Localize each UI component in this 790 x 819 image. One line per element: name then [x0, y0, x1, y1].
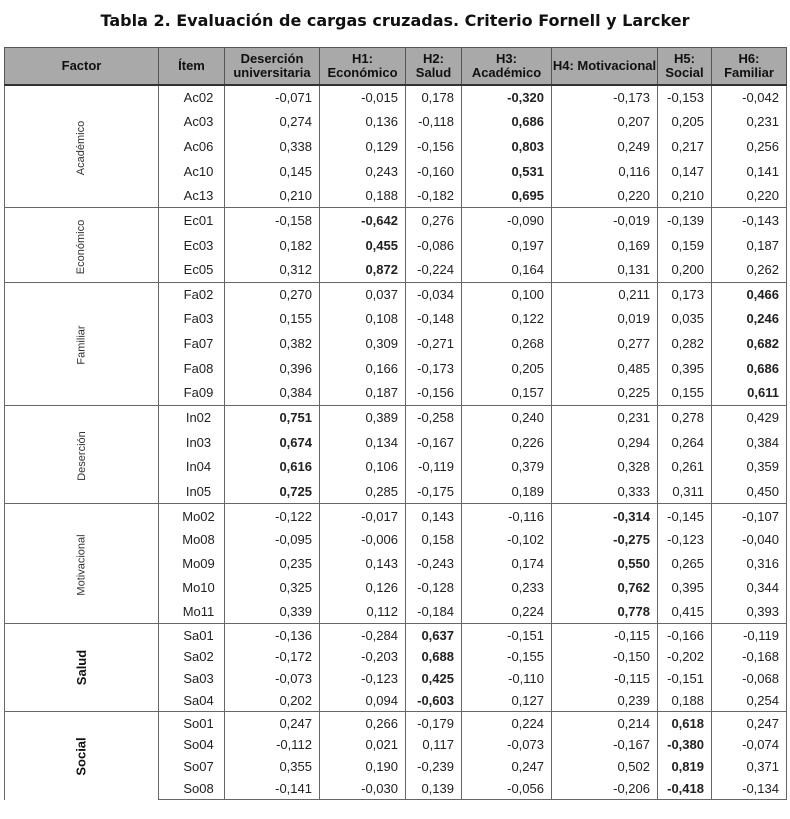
loading-cell: 0,214	[552, 712, 658, 734]
header-label: H5: Social	[665, 51, 704, 80]
loading-cell: 0,117	[406, 734, 462, 756]
header-h2	[406, 48, 462, 86]
loading-cell: 0,182	[225, 233, 320, 258]
loading-cell: 0,762	[552, 576, 658, 600]
loading-cell: -0,166	[658, 624, 712, 646]
loading-cell: -0,148	[406, 307, 462, 332]
loading-cell: 0,371	[712, 756, 787, 778]
header-h5	[658, 48, 712, 86]
table-row	[5, 712, 787, 734]
factor-group	[5, 85, 787, 208]
factor-label: Motivacional	[75, 534, 88, 596]
loading-cell: -0,182	[406, 183, 462, 208]
header-h4	[552, 48, 658, 86]
loading-cell: 0,136	[320, 110, 406, 135]
loading-cell: -0,112	[225, 734, 320, 756]
header-label: Factor	[61, 58, 102, 73]
loading-cell: -0,110	[462, 668, 552, 690]
item-cell: So01	[159, 712, 225, 734]
loading-cell: -0,202	[658, 646, 712, 668]
loading-cell: 0,262	[712, 257, 787, 282]
header-item	[159, 48, 225, 86]
loading-cell: 0,188	[320, 183, 406, 208]
loading-cell: -0,068	[712, 668, 787, 690]
loading-cell: 0,155	[225, 307, 320, 332]
loading-cell: 0,127	[462, 690, 552, 712]
loading-cell: 0,224	[462, 712, 552, 734]
loading-cell: -0,017	[320, 504, 406, 528]
loading-cell: 0,502	[552, 756, 658, 778]
item-cell: So04	[159, 734, 225, 756]
loading-cell: -0,275	[552, 528, 658, 552]
loading-cell: -0,314	[552, 504, 658, 528]
loading-cell: -0,042	[712, 85, 787, 110]
table-header	[5, 48, 787, 86]
loading-cell: 0,174	[462, 552, 552, 576]
loading-cell: 0,247	[462, 756, 552, 778]
loading-cell: -0,040	[712, 528, 787, 552]
loading-cell: -0,184	[406, 600, 462, 624]
header-label: H1: Económico	[327, 51, 398, 80]
loading-cell: 0,277	[552, 331, 658, 356]
header-h3	[462, 48, 552, 86]
loading-cell: -0,074	[712, 734, 787, 756]
loading-cell: -0,206	[552, 778, 658, 800]
loading-cell: 0,266	[320, 712, 406, 734]
loading-cell: -0,179	[406, 712, 462, 734]
loading-cell: -0,030	[320, 778, 406, 800]
item-cell: So08	[159, 778, 225, 800]
item-cell: In05	[159, 479, 225, 504]
table-row	[5, 405, 787, 430]
loading-cell: 0,190	[320, 756, 406, 778]
loading-cell: 0,344	[712, 576, 787, 600]
loading-cell: 0,197	[462, 233, 552, 258]
factor-label: Académico	[75, 121, 88, 176]
loading-cell: 0,466	[712, 282, 787, 307]
loading-cell: 0,674	[225, 430, 320, 455]
loading-cell: -0,243	[406, 552, 462, 576]
loading-cell: -0,271	[406, 331, 462, 356]
factor-group	[5, 624, 787, 712]
factor-cell	[5, 405, 159, 504]
loading-cell: 0,872	[320, 257, 406, 282]
loading-cell: -0,118	[406, 110, 462, 135]
loading-cell: 0,325	[225, 576, 320, 600]
loading-cell: 0,173	[658, 282, 712, 307]
loading-cell: -0,141	[225, 778, 320, 800]
factor-group	[5, 504, 787, 624]
loading-cell: 0,116	[552, 159, 658, 184]
loading-cell: -0,151	[658, 668, 712, 690]
item-cell: Ac02	[159, 85, 225, 110]
loading-cell: 0,035	[658, 307, 712, 332]
loading-cell: 0,682	[712, 331, 787, 356]
loading-cell: 0,231	[712, 110, 787, 135]
loading-cell: -0,603	[406, 690, 462, 712]
loading-cell: 0,129	[320, 134, 406, 159]
loading-cell: 0,187	[320, 380, 406, 405]
loading-cell: 0,122	[462, 307, 552, 332]
loading-cell: 0,294	[552, 430, 658, 455]
loading-cell: 0,393	[712, 600, 787, 624]
loading-cell: -0,139	[658, 208, 712, 233]
loading-cell: 0,389	[320, 405, 406, 430]
loading-cell: 0,270	[225, 282, 320, 307]
cross-loadings-table	[4, 47, 787, 800]
loading-cell: 0,037	[320, 282, 406, 307]
item-cell: In02	[159, 405, 225, 430]
loading-cell: -0,015	[320, 85, 406, 110]
item-cell: Ac03	[159, 110, 225, 135]
loading-cell: 0,159	[658, 233, 712, 258]
loading-cell: -0,156	[406, 380, 462, 405]
loading-cell: 0,225	[552, 380, 658, 405]
loading-cell: 0,187	[712, 233, 787, 258]
item-cell: In04	[159, 454, 225, 479]
loading-cell: 0,379	[462, 454, 552, 479]
loading-cell: 0,425	[406, 668, 462, 690]
loading-cell: 0,355	[225, 756, 320, 778]
loading-cell: -0,073	[225, 668, 320, 690]
loading-cell: 0,233	[462, 576, 552, 600]
loading-cell: 0,384	[712, 430, 787, 455]
loading-cell: -0,086	[406, 233, 462, 258]
loading-cell: 0,282	[658, 331, 712, 356]
loading-cell: 0,616	[225, 454, 320, 479]
loading-cell: -0,145	[658, 504, 712, 528]
loading-cell: 0,108	[320, 307, 406, 332]
loading-cell: -0,380	[658, 734, 712, 756]
loading-cell: 0,021	[320, 734, 406, 756]
loading-cell: 0,261	[658, 454, 712, 479]
loading-cell: -0,258	[406, 405, 462, 430]
header-label: H6: Familiar	[724, 51, 774, 80]
table-row	[5, 282, 787, 307]
item-cell: Mo10	[159, 576, 225, 600]
loading-cell: 0,019	[552, 307, 658, 332]
loading-cell: 0,164	[462, 257, 552, 282]
header-label: H3: Académico	[471, 51, 542, 80]
item-cell: Mo02	[159, 504, 225, 528]
loading-cell: 0,226	[462, 430, 552, 455]
loading-cell: 0,178	[406, 85, 462, 110]
loading-cell: 0,339	[225, 600, 320, 624]
loading-cell: 0,382	[225, 331, 320, 356]
loading-cell: 0,202	[225, 690, 320, 712]
loading-cell: -0,090	[462, 208, 552, 233]
factor-label: Deserción	[75, 431, 88, 481]
loading-cell: 0,311	[658, 479, 712, 504]
loading-cell: -0,143	[712, 208, 787, 233]
loading-cell: 0,384	[225, 380, 320, 405]
loading-cell: 0,231	[552, 405, 658, 430]
loading-cell: 0,246	[712, 307, 787, 332]
loading-cell: 0,210	[225, 183, 320, 208]
item-cell: Ac06	[159, 134, 225, 159]
loading-cell: 0,100	[462, 282, 552, 307]
loading-cell: 0,147	[658, 159, 712, 184]
loading-cell: -0,168	[712, 646, 787, 668]
loading-cell: 0,247	[225, 712, 320, 734]
loading-cell: 0,155	[658, 380, 712, 405]
item-cell: Sa03	[159, 668, 225, 690]
loading-cell: 0,328	[552, 454, 658, 479]
loading-cell: 0,285	[320, 479, 406, 504]
factor-cell	[5, 282, 159, 405]
loading-cell: 0,188	[658, 690, 712, 712]
item-cell: Mo11	[159, 600, 225, 624]
loading-cell: 0,207	[552, 110, 658, 135]
loading-cell: 0,803	[462, 134, 552, 159]
loading-cell: 0,131	[552, 257, 658, 282]
loading-cell: 0,316	[712, 552, 787, 576]
loading-cell: -0,224	[406, 257, 462, 282]
header-label: H2: Salud	[415, 51, 452, 80]
header-h6	[712, 48, 787, 86]
loading-cell: 0,455	[320, 233, 406, 258]
loading-cell: -0,167	[552, 734, 658, 756]
loading-cell: -0,155	[462, 646, 552, 668]
item-cell: Fa09	[159, 380, 225, 405]
item-cell: Ec03	[159, 233, 225, 258]
loading-cell: 0,249	[552, 134, 658, 159]
header-label: H4: Motivacional	[552, 58, 657, 73]
loading-cell: 0,359	[712, 454, 787, 479]
loading-cell: 0,485	[552, 356, 658, 381]
factor-cell	[5, 624, 159, 712]
loading-cell: 0,158	[406, 528, 462, 552]
loading-cell: 0,395	[658, 356, 712, 381]
loading-cell: -0,115	[552, 624, 658, 646]
loading-cell: 0,264	[658, 430, 712, 455]
item-cell: In03	[159, 430, 225, 455]
header-label: Ítem	[178, 58, 205, 73]
loading-cell: 0,189	[462, 479, 552, 504]
loading-cell: 0,637	[406, 624, 462, 646]
loading-cell: 0,312	[225, 257, 320, 282]
loading-cell: -0,128	[406, 576, 462, 600]
item-cell: Ac10	[159, 159, 225, 184]
loading-cell: -0,122	[225, 504, 320, 528]
loading-cell: -0,158	[225, 208, 320, 233]
item-cell: Fa07	[159, 331, 225, 356]
header-label: Deserción universitaria	[233, 51, 311, 80]
loading-cell: 0,145	[225, 159, 320, 184]
loading-cell: 0,157	[462, 380, 552, 405]
factor-cell	[5, 85, 159, 208]
loading-cell: 0,338	[225, 134, 320, 159]
factor-group	[5, 405, 787, 504]
item-cell: Sa04	[159, 690, 225, 712]
loading-cell: -0,006	[320, 528, 406, 552]
loading-cell: 0,274	[225, 110, 320, 135]
factor-group	[5, 712, 787, 800]
loading-cell: -0,073	[462, 734, 552, 756]
loading-cell: -0,173	[552, 85, 658, 110]
loading-cell: -0,123	[658, 528, 712, 552]
item-cell: Ec01	[159, 208, 225, 233]
factor-label: Económico	[75, 219, 88, 274]
loading-cell: 0,205	[462, 356, 552, 381]
item-cell: Mo08	[159, 528, 225, 552]
item-cell: Fa08	[159, 356, 225, 381]
loading-cell: 0,143	[406, 504, 462, 528]
loading-cell: 0,686	[712, 356, 787, 381]
loading-cell: -0,173	[406, 356, 462, 381]
loading-cell: -0,203	[320, 646, 406, 668]
table-row	[5, 504, 787, 528]
header-desercion	[225, 48, 320, 86]
loading-cell: -0,150	[552, 646, 658, 668]
loading-cell: 0,618	[658, 712, 712, 734]
loading-cell: 0,415	[658, 600, 712, 624]
loading-cell: 0,686	[462, 110, 552, 135]
loading-cell: -0,284	[320, 624, 406, 646]
table-row	[5, 85, 787, 110]
factor-cell	[5, 208, 159, 282]
loading-cell: 0,200	[658, 257, 712, 282]
table-row	[5, 208, 787, 233]
loading-cell: 0,126	[320, 576, 406, 600]
loading-cell: 0,256	[712, 134, 787, 159]
item-cell: Fa03	[159, 307, 225, 332]
loading-cell: -0,134	[712, 778, 787, 800]
loading-cell: -0,151	[462, 624, 552, 646]
table-row	[5, 624, 787, 646]
header-h1	[320, 48, 406, 86]
header-factor	[5, 48, 159, 86]
loading-cell: 0,695	[462, 183, 552, 208]
loading-cell: 0,220	[712, 183, 787, 208]
loading-cell: 0,235	[225, 552, 320, 576]
loading-cell: 0,224	[462, 600, 552, 624]
loading-cell: -0,116	[462, 504, 552, 528]
loading-cell: 0,333	[552, 479, 658, 504]
loading-cell: -0,034	[406, 282, 462, 307]
loading-cell: 0,211	[552, 282, 658, 307]
loading-cell: -0,107	[712, 504, 787, 528]
factor-cell	[5, 712, 159, 800]
factor-label: Familiar	[75, 325, 88, 365]
loading-cell: 0,166	[320, 356, 406, 381]
loading-cell: -0,642	[320, 208, 406, 233]
loading-cell: 0,169	[552, 233, 658, 258]
item-cell: Sa02	[159, 646, 225, 668]
loading-cell: 0,139	[406, 778, 462, 800]
loading-cell: 0,134	[320, 430, 406, 455]
factor-cell	[5, 504, 159, 624]
loading-cell: -0,418	[658, 778, 712, 800]
loading-cell: 0,278	[658, 405, 712, 430]
loading-cell: 0,429	[712, 405, 787, 430]
loading-cell: 0,247	[712, 712, 787, 734]
loading-cell: -0,095	[225, 528, 320, 552]
item-cell: Mo09	[159, 552, 225, 576]
loading-cell: 0,243	[320, 159, 406, 184]
loading-cell: 0,268	[462, 331, 552, 356]
loading-cell: 0,265	[658, 552, 712, 576]
loading-cell: -0,123	[320, 668, 406, 690]
loading-cell: 0,611	[712, 380, 787, 405]
loading-cell: 0,106	[320, 454, 406, 479]
loading-cell: -0,119	[712, 624, 787, 646]
table-title: Tabla 2. Evaluación de cargas cruzadas. Criterio Fornell y Larcker	[100, 11, 690, 30]
factor-label: Social	[73, 736, 89, 776]
item-cell: Sa01	[159, 624, 225, 646]
loading-cell: -0,019	[552, 208, 658, 233]
loading-cell: -0,115	[552, 668, 658, 690]
item-cell: So07	[159, 756, 225, 778]
loading-cell: 0,254	[712, 690, 787, 712]
loading-cell: -0,136	[225, 624, 320, 646]
loading-cell: -0,167	[406, 430, 462, 455]
item-cell: Ec05	[159, 257, 225, 282]
loading-cell: 0,094	[320, 690, 406, 712]
loading-cell: 0,220	[552, 183, 658, 208]
loading-cell: 0,550	[552, 552, 658, 576]
loading-cell: 0,450	[712, 479, 787, 504]
loading-cell: 0,309	[320, 331, 406, 356]
loading-cell: 0,751	[225, 405, 320, 430]
loading-cell: -0,160	[406, 159, 462, 184]
loading-cell: 0,239	[552, 690, 658, 712]
loading-cell: -0,102	[462, 528, 552, 552]
loading-cell: 0,276	[406, 208, 462, 233]
loading-cell: 0,210	[658, 183, 712, 208]
loading-cell: -0,172	[225, 646, 320, 668]
loading-cell: -0,071	[225, 85, 320, 110]
loading-cell: 0,240	[462, 405, 552, 430]
loading-cell: 0,141	[712, 159, 787, 184]
loading-cell: 0,396	[225, 356, 320, 381]
factor-label: Salud	[74, 650, 89, 686]
loading-cell: -0,056	[462, 778, 552, 800]
loading-cell: -0,239	[406, 756, 462, 778]
item-cell: Ac13	[159, 183, 225, 208]
header-row	[5, 48, 787, 86]
loading-cell: -0,175	[406, 479, 462, 504]
loading-cell: 0,819	[658, 756, 712, 778]
loading-cell: -0,119	[406, 454, 462, 479]
loading-cell: 0,688	[406, 646, 462, 668]
item-cell: Fa02	[159, 282, 225, 307]
loading-cell: 0,778	[552, 600, 658, 624]
loading-cell: 0,395	[658, 576, 712, 600]
factor-group	[5, 282, 787, 405]
loading-cell: 0,725	[225, 479, 320, 504]
loading-cell: 0,143	[320, 552, 406, 576]
loading-cell: -0,156	[406, 134, 462, 159]
loading-cell: -0,320	[462, 85, 552, 110]
loading-cell: 0,112	[320, 600, 406, 624]
loading-cell: 0,205	[658, 110, 712, 135]
loading-cell: 0,531	[462, 159, 552, 184]
loading-cell: -0,153	[658, 85, 712, 110]
loading-cell: 0,217	[658, 134, 712, 159]
factor-group	[5, 208, 787, 282]
